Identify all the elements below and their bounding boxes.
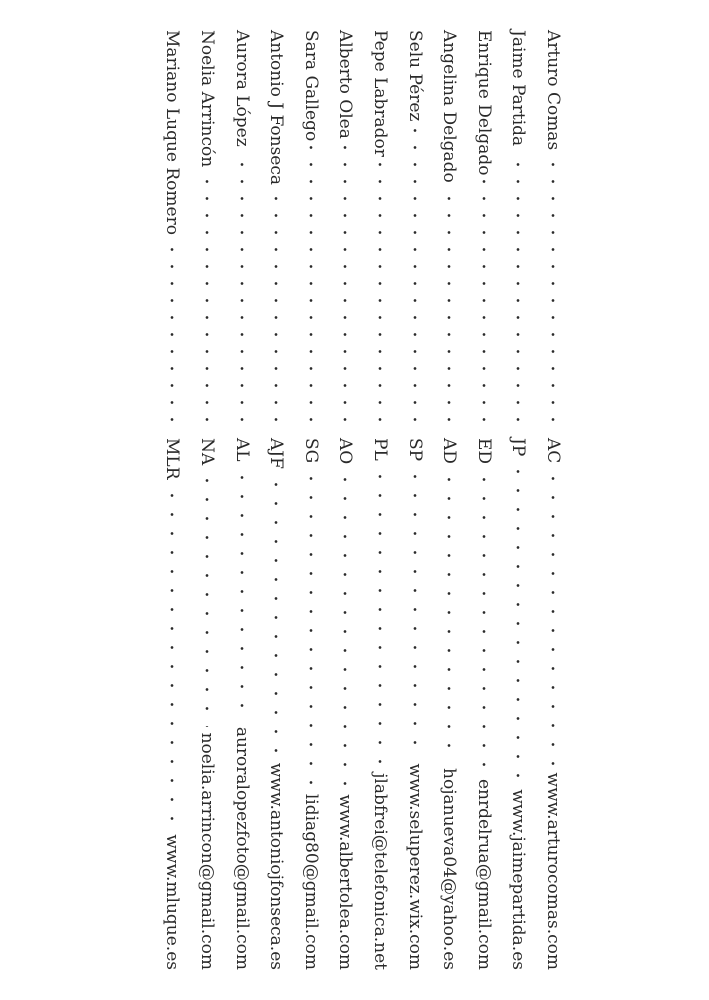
photographer-contact: www.mluque.es — [162, 834, 183, 970]
credit-entry — [365, 0, 395, 1000]
photographer-name: Sara Gallego — [300, 30, 321, 142]
photographer-name: Aurora López — [231, 30, 252, 147]
dot-leader — [192, 171, 222, 428]
dot-leader — [434, 470, 464, 762]
photographer-contact: auroralopezfoto@gmail.com — [231, 726, 252, 970]
dot-leader — [400, 467, 430, 757]
credit-entry — [469, 0, 499, 1000]
photographer-initials: PL — [370, 438, 390, 461]
photographer-contact: www.jaimepartida.es — [508, 789, 529, 970]
credit-entry — [330, 0, 360, 1000]
dot-leader — [434, 187, 464, 428]
photographer-name: Pepe Labrador — [370, 30, 390, 157]
photographer-contact: enrdelrua@gmail.com — [473, 778, 494, 970]
credit-entry — [261, 0, 291, 1000]
credit-entry — [503, 0, 533, 1000]
dot-leader — [365, 467, 395, 767]
credit-entry — [296, 0, 326, 1000]
credit-entry — [400, 0, 430, 1000]
photographer-contact: www.seluperez.wix.com — [404, 763, 425, 970]
photographer-name: Selu Pérez — [404, 30, 425, 122]
dot-leader — [157, 239, 187, 428]
photographer-initials: NA — [197, 438, 217, 466]
dot-leader — [503, 150, 533, 428]
photographer-name: Mariano Luque Romero — [162, 30, 183, 235]
dot-leader — [296, 469, 326, 788]
photographer-contact: www.albertolea.com — [335, 794, 356, 970]
dot-leader — [261, 189, 291, 428]
photographer-name: Jaime Partida — [508, 30, 529, 147]
photographer-name: Arturo Comas — [543, 30, 563, 151]
photographer-contact: jlabfrei@telefonica.net — [370, 773, 390, 970]
dot-leader — [227, 468, 257, 721]
photographer-initials: AD — [439, 438, 460, 464]
dot-leader — [330, 470, 360, 788]
credit-entry — [157, 0, 187, 1000]
dot-leader — [538, 469, 568, 767]
dot-leader — [227, 151, 257, 428]
dot-leader — [330, 143, 360, 428]
dot-leader — [469, 470, 499, 773]
photographer-name: Angelina Delgado — [439, 30, 460, 183]
credit-entry — [192, 0, 222, 1000]
photographer-contact: hojanueva04@yahoo.es — [439, 768, 460, 970]
photographer-initials: ED — [473, 438, 494, 465]
photographer-name: Antonio J Fonseca — [266, 30, 287, 186]
photographer-name: Alberto Olea — [335, 30, 356, 139]
photographer-contact: www.arturocomas.com — [543, 772, 563, 970]
credit-entry — [227, 0, 257, 1000]
photographer-initials: SG — [300, 438, 321, 464]
photographer-initials: SP — [404, 438, 425, 462]
dot-leader — [538, 154, 568, 428]
photographer-contact: noelia.arrincon@gmail.com — [197, 732, 217, 970]
dot-leader — [503, 462, 533, 783]
dot-leader — [192, 471, 222, 727]
photographer-initials: AJF — [266, 438, 287, 469]
credit-entry — [538, 0, 568, 1000]
dot-leader — [261, 475, 291, 757]
dot-leader — [296, 145, 326, 428]
dot-leader — [157, 486, 187, 828]
photographer-contact: www.antoniojfonseca.es — [266, 762, 287, 970]
dot-leader — [400, 125, 430, 428]
dot-leader — [365, 161, 395, 428]
photographer-initials: AL — [231, 438, 252, 462]
photographer-contact: lidiag80@gmail.com — [300, 793, 321, 970]
photographer-name: Noelia Arrincón — [197, 30, 217, 168]
photographer-name: Enrique Delgado — [473, 30, 494, 176]
photographer-initials: JP — [508, 438, 529, 457]
credit-entry — [434, 0, 464, 1000]
photographer-initials: AC — [543, 438, 563, 464]
photographer-initials: AO — [335, 438, 356, 465]
photographer-initials: MLR — [162, 438, 183, 480]
dot-leader — [469, 179, 499, 428]
